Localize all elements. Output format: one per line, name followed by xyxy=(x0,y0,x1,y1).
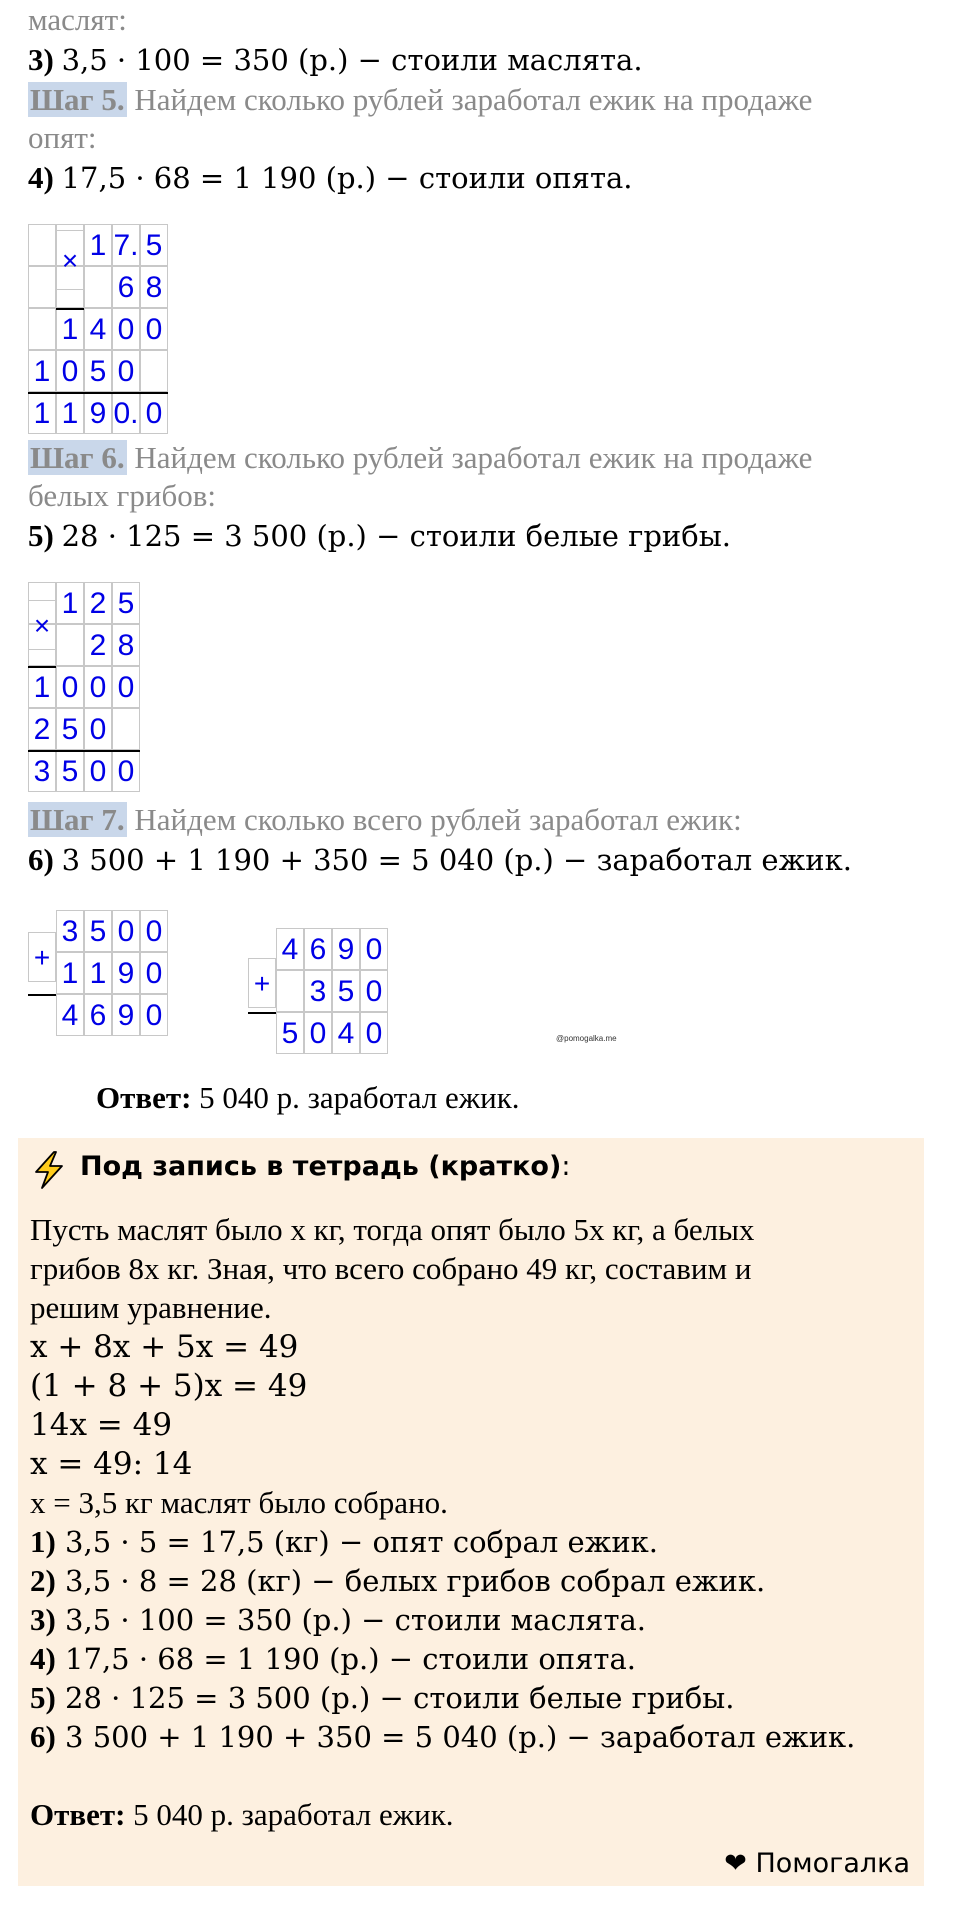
underline-rule xyxy=(248,1012,276,1014)
step-label: Шаг 5. xyxy=(30,82,125,117)
step-text: 17,5 · 68 = 1 190 (р.) − стоили опята. xyxy=(55,1642,636,1676)
underline-rule xyxy=(28,994,56,996)
calc-line-4 xyxy=(28,158,633,198)
digit-cell: 0 xyxy=(84,750,112,792)
digit-cell: 4 xyxy=(276,928,304,970)
digit-cell: 6 xyxy=(304,928,332,970)
digit-cell: 6 xyxy=(112,266,140,308)
addition-4690-plus-350 xyxy=(248,928,394,1056)
step-text: 3,5 · 100 = 350 (р.) − стоили маслята. xyxy=(55,1603,647,1637)
step5-heading-cont: опят: xyxy=(28,120,97,155)
calc-line-3 xyxy=(28,40,643,80)
step7-heading xyxy=(28,800,742,840)
addition-3500-plus-1190 xyxy=(28,910,174,1038)
digit-cell: 5 xyxy=(84,350,112,392)
step-label: Шаг 6. xyxy=(30,440,125,475)
digit-cell: 8 xyxy=(112,624,140,666)
digit-cell: 8 xyxy=(140,266,168,308)
step-text: 3,5 · 8 = 28 (кг) − белых грибов собрал ежик. xyxy=(55,1564,766,1598)
summary-answer xyxy=(30,1795,454,1835)
summary-line: решим уравнение. xyxy=(30,1290,272,1325)
step-text: 28 · 125 = 3 500 (р.) − стоили белые грибы. xyxy=(55,1681,735,1715)
summary-step xyxy=(30,1561,765,1601)
summary-title-text: Под запись в тетрадь (кратко) xyxy=(80,1151,562,1182)
digit-cell: 1 xyxy=(56,392,84,434)
digit-cell: 5 xyxy=(84,910,112,952)
step-number: 3) xyxy=(30,1602,56,1637)
equation-line: x + 8x + 5x = 49 xyxy=(30,1329,299,1365)
digit-cell: 4 xyxy=(332,1012,360,1054)
digit-cell: 0 xyxy=(84,708,112,750)
summary-title xyxy=(80,1147,570,1187)
digit-cell: 0 xyxy=(360,928,388,970)
digit-cell: 2 xyxy=(84,582,112,624)
step-text: Найдем сколько всего рублей заработал ежик: xyxy=(126,802,742,837)
calc-text: 17,5 · 68 = 1 190 (р.) − стоили опята. xyxy=(61,161,633,195)
brand xyxy=(724,1846,910,1882)
digit-cell: 1 xyxy=(84,224,112,266)
answer-line xyxy=(96,1078,520,1118)
calc-text: 28 · 125 = 3 500 (р.) − стоили белые грибы. xyxy=(61,519,731,553)
summary-step xyxy=(30,1678,734,1718)
digit-cell xyxy=(112,708,140,750)
summary-step xyxy=(30,1639,636,1679)
answer-text: 5 040 р. заработал ежик. xyxy=(191,1080,520,1115)
digit-cell: 4 xyxy=(56,994,84,1036)
digit-cell: 0 xyxy=(304,1012,332,1054)
digit-cell: 1 xyxy=(56,582,84,624)
digit-cell: 0 xyxy=(112,750,140,792)
calc-line-6 xyxy=(28,840,852,880)
digit-cell xyxy=(56,624,84,666)
digit-cell: 3 xyxy=(56,910,84,952)
digit-cell: 1 xyxy=(28,392,56,434)
step-number: 5) xyxy=(30,1680,56,1715)
underline-rule xyxy=(56,308,84,310)
digit-cell: 0 xyxy=(360,1012,388,1054)
answer-label: Ответ: xyxy=(30,1797,126,1832)
step-number: 6) xyxy=(30,1719,56,1754)
digit-cell: 0 xyxy=(84,666,112,708)
step5-heading xyxy=(28,80,812,120)
digit-cell: 5 xyxy=(56,708,84,750)
digit-cell: 5 xyxy=(332,970,360,1012)
calc-number: 3) xyxy=(28,42,54,77)
underline-rule xyxy=(28,750,140,752)
digit-cell: 1 xyxy=(28,666,56,708)
digit-cell: 2 xyxy=(28,708,56,750)
digit-cell xyxy=(28,224,56,266)
digit-cell: 0 xyxy=(140,910,168,952)
step-text: 3,5 · 5 = 17,5 (кг) − опят собрал ежик. xyxy=(55,1525,658,1559)
step-number: 2) xyxy=(30,1563,56,1598)
calc-number: 6) xyxy=(28,842,54,877)
step-text: 3 500 + 1 190 + 350 = 5 040 (р.) − заработал ежик. xyxy=(55,1720,856,1754)
step6-heading-cont: белых грибов: xyxy=(28,478,216,513)
watermark: @pomogalka.me xyxy=(556,1034,617,1043)
digit-cell xyxy=(276,970,304,1012)
digit-cell: 5 xyxy=(112,582,140,624)
digit-cell: 0 xyxy=(112,666,140,708)
digit-cell: 0 xyxy=(56,666,84,708)
underline-rule xyxy=(28,392,168,394)
summary-line: грибов 8x кг. Зная, что всего собрано 49 кг, составим и xyxy=(30,1251,752,1286)
step6-heading xyxy=(28,438,812,478)
digit-cell: 5 xyxy=(140,224,168,266)
digit-cell: 2 xyxy=(84,624,112,666)
equation-line: (1 + 8 + 5)x = 49 xyxy=(30,1368,308,1404)
summary-line: Пусть маслят было x кг, тогда опят было 5x кг, а белых xyxy=(30,1212,755,1247)
digit-cell xyxy=(28,308,56,350)
answer-text: 5 040 р. заработал ежик. xyxy=(125,1797,454,1832)
digit-cell: 0 xyxy=(140,994,168,1036)
digit-cell: 0 xyxy=(140,308,168,350)
calc-number: 4) xyxy=(28,160,54,195)
plus-sign: + xyxy=(28,932,56,982)
calc-text: 3,5 · 100 = 350 (р.) − стоили маслята. xyxy=(61,43,643,77)
digit-cell: 1 xyxy=(28,350,56,392)
digit-cell: 5 xyxy=(276,1012,304,1054)
equation-line: 14x = 49 xyxy=(30,1407,173,1443)
digit-cell: 0 xyxy=(112,910,140,952)
step-text: Найдем сколько рублей заработал ежик на продаже xyxy=(126,82,813,117)
digit-cell: 0 xyxy=(112,350,140,392)
step-number: 1) xyxy=(30,1524,56,1559)
digit-cell: 9 xyxy=(84,392,112,434)
intro-tail: маслят: xyxy=(28,2,127,37)
digit-cell: 9 xyxy=(112,994,140,1036)
calc-line-5 xyxy=(28,516,731,556)
equation-line: x = 49: 14 xyxy=(30,1446,193,1482)
multiplication-17-5-by-68 xyxy=(28,224,168,434)
digit-cell: 7. xyxy=(112,224,140,266)
underline-rule xyxy=(28,666,56,668)
summary-step xyxy=(30,1522,658,1562)
digit-cell: 3 xyxy=(28,750,56,792)
step-label: Шаг 7. xyxy=(30,802,125,837)
digit-cell: 6 xyxy=(84,994,112,1036)
digit-cell xyxy=(84,266,112,308)
digit-cell: 0 xyxy=(360,970,388,1012)
digit-cell: 0 xyxy=(56,350,84,392)
digit-cell: 0. xyxy=(112,392,140,434)
summary-title-colon: : xyxy=(561,1151,571,1182)
lightning-icon xyxy=(28,1150,70,1190)
times-sign: × xyxy=(56,230,84,290)
calc-text: 3 500 + 1 190 + 350 = 5 040 (р.) − заработал ежик. xyxy=(61,843,852,877)
digit-cell: 0 xyxy=(140,392,168,434)
step-number: 4) xyxy=(30,1641,56,1676)
summary-line: x = 3,5 кг маслят было собрано. xyxy=(30,1485,448,1520)
times-sign: × xyxy=(28,600,56,650)
digit-cell: 0 xyxy=(140,952,168,994)
multiplication-125-by-28 xyxy=(28,582,140,794)
summary-step xyxy=(30,1717,855,1757)
digit-cell: 1 xyxy=(56,308,84,350)
step-text: Найдем сколько рублей заработал ежик на продаже xyxy=(126,440,813,475)
digit-cell: 9 xyxy=(332,928,360,970)
digit-cell: 9 xyxy=(112,952,140,994)
digit-cell: 1 xyxy=(56,952,84,994)
answer-label: Ответ: xyxy=(96,1080,192,1115)
brand-name: Помогалка xyxy=(755,1848,910,1879)
summary-step xyxy=(30,1600,646,1640)
digit-cell: 5 xyxy=(56,750,84,792)
digit-cell: 3 xyxy=(304,970,332,1012)
digit-cell: 1 xyxy=(84,952,112,994)
calc-number: 5) xyxy=(28,518,54,553)
digit-cell: 0 xyxy=(112,308,140,350)
digit-cell xyxy=(28,266,56,308)
heart-icon: ❤ xyxy=(724,1848,747,1879)
digit-cell: 4 xyxy=(84,308,112,350)
plus-sign: + xyxy=(248,958,276,1008)
digit-cell xyxy=(140,350,168,392)
